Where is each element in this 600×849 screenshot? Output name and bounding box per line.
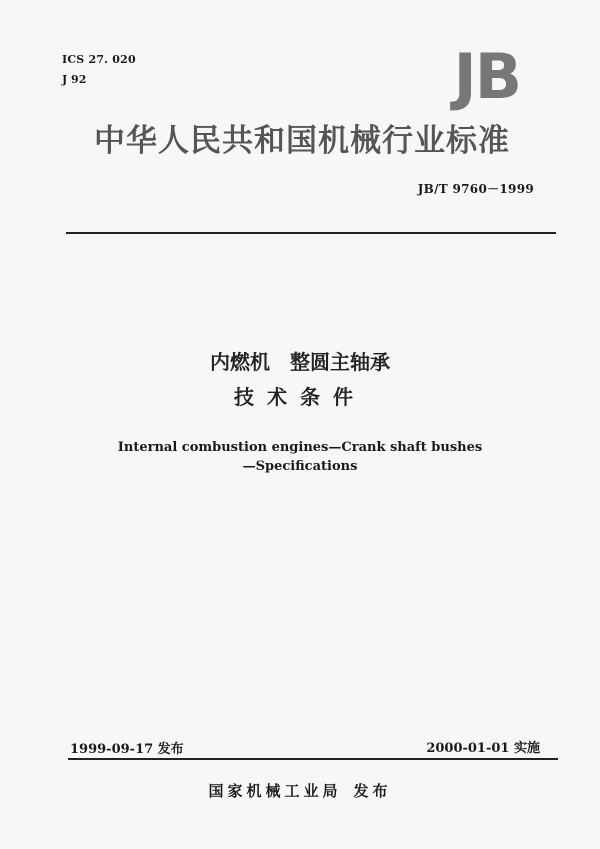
issuer-suffix: 发布 — [353, 782, 392, 800]
cn-title-line1: 内燃机 整圆主轴承 — [210, 350, 390, 374]
standard-number: JB/T 9760－1999 — [417, 182, 534, 196]
ccs-code: J 92 — [62, 73, 87, 86]
ics-code: ICS 27. 020 — [62, 53, 136, 66]
en-title-line1: Internal combustion engines—Crank shaft bushes — [117, 440, 483, 455]
implement-date: 2000-01-01 实施 — [426, 741, 540, 756]
issuer-line — [0, 780, 600, 801]
jb-logo: JB — [453, 40, 520, 113]
header-divider — [66, 232, 556, 234]
en-title-line2: —Specifications — [242, 459, 358, 474]
cn-title-line2: 技术条件 — [234, 385, 366, 409]
issue-date: 1999-09-17 发布 — [70, 742, 184, 757]
issuer-name: 国家机械工业局 — [208, 782, 342, 800]
standard-title: 中华人民共和国机械行业标准 — [94, 123, 510, 159]
footer-divider — [68, 758, 558, 760]
